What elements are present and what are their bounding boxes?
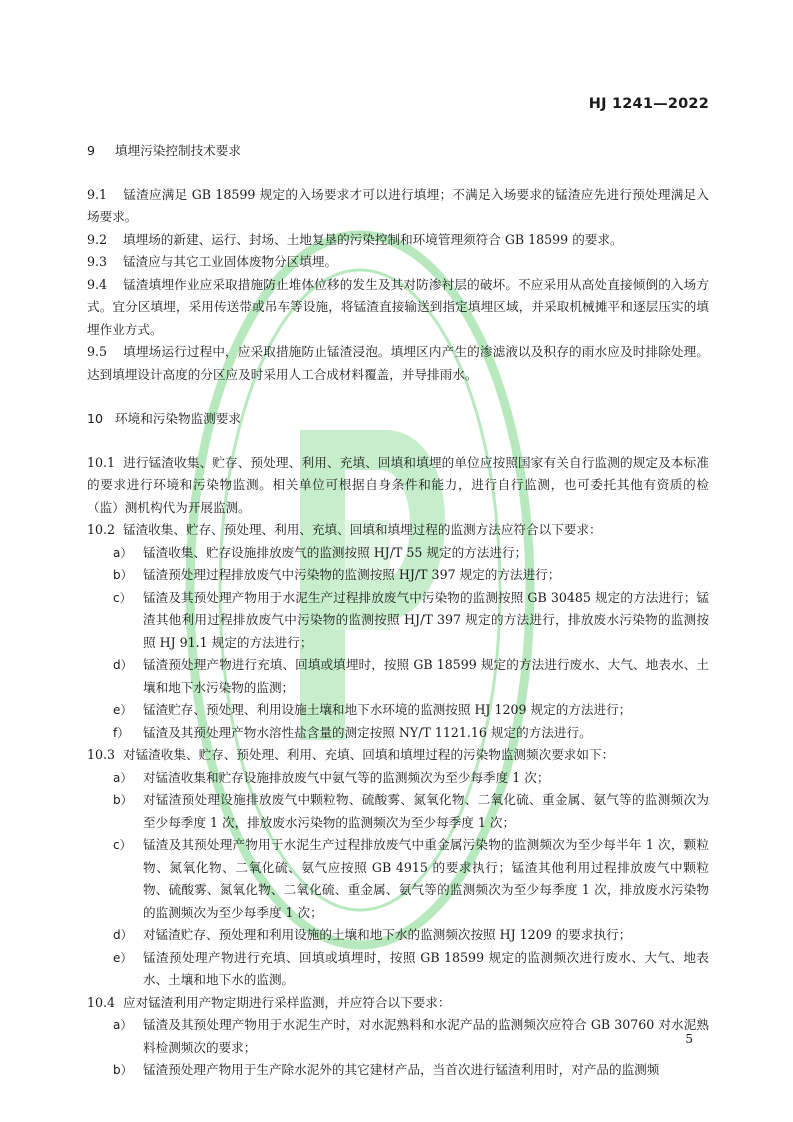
- clause-10-2-list: [87, 542, 709, 745]
- clause-9-2: 9.2 填埋场的新建、运行、封场、土地复垦的污染控制和环境管理须符合 GB 18599 的要求。: [87, 231, 623, 247]
- clause-9-5: 9.5 填埋场运行过程中，应采取措施防止锰渣浸泡。填埋区内产生的渗滤液以及积存的雨水应及时排除处理。达到填埋设计高度的分区应及时采用人工合成材料覆盖，并导排雨水。: [87, 344, 709, 382]
- list-item: a） 锰渣及其预处理产物用于水泥生产时，对水泥熟料和水泥产品的监测频次应符合 GB 30760 对水泥熟料检测频次的要求；: [113, 1017, 709, 1055]
- section-title-text: 填埋污染控制技术要求: [115, 143, 241, 158]
- list-item: c） 锰渣及其预处理产物用于水泥生产过程排放废气中重金属污染物的监测频次为至少每半年 1 次，颗粒物、氮氧化物、二氧化硫、氨气应按照 GB 4915 的要求执行；锰渣其他利用过程排放废气中颗粒物、硫酸雾、氮氧化物、二氧化硫、重金属、氨气等的监测频次为至少每季度 1 次，排放废水污染物的监测频次为至少每季度 1 次；: [113, 837, 709, 920]
- section-title: [87, 408, 709, 431]
- clause-9-3: 9.3 锰渣应与其它工业固体废物分区填埋。: [87, 254, 338, 269]
- clause-9-4: 9.4 锰渣填埋作业应采取措施防止堆体位移的发生及其对防渗衬层的破坏。不应采用从高处直接倾倒的入场方式。宜分区填埋，采用传送带或吊车等设施，将锰渣直接输送到指定填埋区域，并采取机械摊平和逐层压实的填埋作业方式。: [87, 276, 709, 337]
- list-item: e） 锰渣贮存、预处理、利用设施土壤和地下水环境的监测按照 HJ 1209 规定的方法进行；: [113, 702, 632, 717]
- section-number: 9: [87, 143, 96, 158]
- list-item: f） 锰渣及其预处理产物水溶性盐含量的测定按照 NY/T 1121.16 规定的方法进行。: [113, 724, 592, 740]
- section-number: 10: [87, 411, 104, 426]
- list-item: b） 锰渣预处理过程排放废气中污染物的监测按照 HJ/T 397 规定的方法进行；: [113, 567, 561, 582]
- list-item: e） 锰渣预处理产物进行充填、回填或填埋时，按照 GB 18599 规定的监测频次进行废水、大气、地表水、土壤和地下水的监测。: [113, 949, 709, 987]
- section-9: [87, 140, 709, 386]
- list-item: c） 锰渣及其预处理产物用于水泥生产过程排放废气中污染物的监测按照 GB 30485 规定的方法进行；锰渣其他利用过程排放废气中污染物的监测按照 HJ/T 397 规定的方法进行，排放废水污染物的监测按照 HJ 91.1 规定的方法进行；: [113, 589, 709, 650]
- list-item: b） 对锰渣预处理设施排放废气中颗粒物、硫酸雾、氮氧化物、二氧化硫、重金属、氨气等的监测频次为至少每季度 1 次，排放废水污染物的监测频次为至少每季度 1 次；: [113, 792, 709, 830]
- clause-10-4-list: [87, 1014, 709, 1082]
- section-title-text: 环境和污染物监测要求: [115, 411, 241, 426]
- standard-code: HJ 1241—2022: [588, 96, 709, 112]
- list-item: b） 锰渣预处理产物用于生产除水泥外的其它建材产品，当首次进行锰渣利用时，对产品的监测频: [113, 1062, 660, 1077]
- section-10: [87, 408, 709, 1082]
- document-body: [87, 140, 709, 1082]
- clause-10-1: 10.1 进行锰渣收集、贮存、预处理、利用、充填、回填和填埋的单位应按照国家有关自行监测的规定及本标准的要求进行环境和污染物监测。相关单位可根据自身条件和能力，进行自行监测，也可委托其他有资质的检（监）测机构代为开展监测。: [87, 454, 709, 515]
- section-title: [87, 140, 709, 163]
- clause-9-1: 9.1 锰渣应满足 GB 18599 规定的入场要求才可以进行填埋；不满足入场要求的锰渣应先进行预处理满足入场要求。: [87, 186, 709, 224]
- list-item: d） 锰渣预处理产物进行充填、回填或填埋时，按照 GB 18599 规定的方法进行废水、大气、地表水、土壤和地下水污染物的监测；: [113, 657, 709, 695]
- clause-10-4: 10.4 应对锰渣利用产物定期进行采样监测，并应符合以下要求：: [87, 994, 451, 1010]
- list-item: a） 对锰渣收集和贮存设施排放废气中氨气等的监测频次为至少每季度 1 次；: [113, 769, 550, 785]
- list-item: d） 对锰渣贮存、预处理和利用设施的土壤和地下水的监测频次按照 HJ 1209 的要求执行；: [113, 927, 632, 942]
- clause-10-2: 10.2 锰渣收集、贮存、预处理、利用、充填、回填和填埋过程的监测方法应符合以下要求：: [87, 522, 602, 537]
- clause-10-3: 10.3 对锰渣收集、贮存、预处理、利用、充填、回填和填埋过程的污染物监测频次要求如下：: [87, 747, 615, 762]
- page-number: 5: [685, 1032, 693, 1046]
- clause-10-3-list: [87, 767, 709, 992]
- list-item: a） 锰渣收集、贮存设施排放废气的监测按照 HJ/T 55 规定的方法进行；: [113, 544, 528, 560]
